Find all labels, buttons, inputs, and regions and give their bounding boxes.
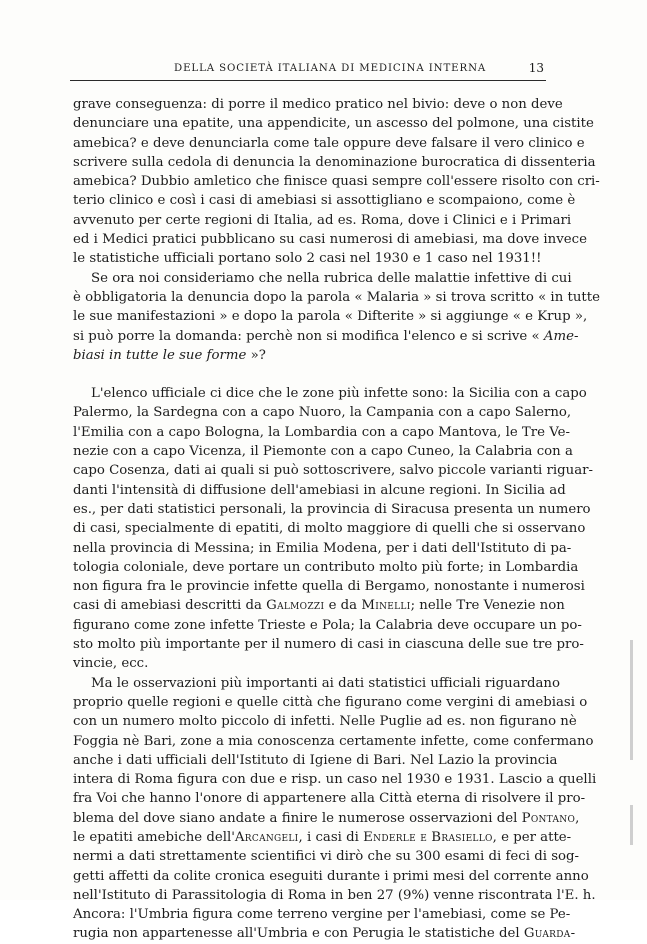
text-line: denunciare una epatite, una appendicite, un ascesso del polmone, una cistite [73, 116, 594, 132]
author-name: Minelli [361, 598, 411, 614]
text-line: nella provincia di Messina; in Emilia Modena, per i dati dell'Istituto di pa- [73, 540, 572, 556]
running-title: DELLA SOCIETÀ ITALIANA DI MEDICINA INTERNA [174, 63, 487, 74]
author-name: Pontano [521, 810, 576, 826]
line-text: »? [250, 347, 266, 363]
text-line [73, 346, 543, 365]
text-line: terio clinico e così i casi di amebiasi si assottigliano e scompaiono, come è [73, 193, 576, 209]
author-name: Guarda- [523, 926, 576, 942]
text-line: Palermo, la Sardegna con a capo Nuoro, la Campania con a capo Salerno, [73, 405, 572, 421]
text-line: nell'Istituto di Parassitologia di Roma in ben 27 (9%) venne riscontrata l'E. h. [73, 887, 596, 903]
text-line: danti l'intensità di diffusione dell'amebiasi in alcune regioni. In Sicilia ad [73, 482, 566, 498]
line-text: casi di amebiasi descritti da [73, 598, 262, 614]
text-line: L'elenco ufficiale ci dice che le zone più infette sono: la Sicilia con a capo [91, 386, 587, 402]
paragraph-2 [73, 269, 600, 365]
text-line: fra Voi che hanno l'onore di appartenere alla Città eterna di risolvere il pro- [73, 791, 586, 807]
text-line: amebica? Dubbio amletico che finisce quasi sempre coll'essere risolto con cri- [73, 174, 600, 190]
text-line: con un numero molto piccolo di infetti. Nelle Puglie ad es. non figurano nè [73, 714, 577, 730]
line-text: , [575, 810, 580, 826]
text-line [73, 828, 572, 847]
text-line [73, 327, 579, 346]
text-line: anche i dati ufficiali dell'Istituto di Igiene di Bari. Nel Lazio la provincia [73, 752, 558, 768]
author-name: Galmozzi [266, 598, 325, 614]
author-name: Brasiello [431, 829, 493, 845]
text-line: avvenuto per certe regioni di Italia, ad es. Roma, dove i Clinici e i Primari [73, 212, 572, 228]
scan-margin-mark [630, 805, 633, 845]
paragraph-1 [73, 95, 600, 269]
header-rule [70, 80, 546, 81]
text-line: sto molto più importante per il numero di casi in ciascuna delle sue tre pro- [73, 637, 584, 653]
text-line: nezie con a capo Vicenza, il Piemonte con a capo Cuneo, la Calabria con a [73, 444, 573, 460]
text-line: di casi, specialmente di epatiti, di molto maggiore di quelli che si osservano [73, 521, 586, 537]
text-line: Foggia nè Bari, zone a mia conoscenza certamente infette, come confermano [73, 733, 594, 749]
text-line [73, 596, 565, 615]
page-number: 13 [528, 61, 544, 75]
line-text: e da [328, 598, 358, 614]
running-head [70, 63, 546, 81]
text-line: es., per dati statistici personali, la provincia di Siracusa presenta un numero [73, 501, 591, 517]
line-text: rugia non appartenesse all'Umbria e con Perugia le statistiche del [73, 926, 520, 942]
text-line: proprio quelle regioni e quelle città che figurano come vergini di amebiasi o [73, 694, 588, 710]
body-text [73, 95, 600, 944]
text-line: ed i Medici pratici pubblicano su casi numerosi di amebiasi, ma dove invece [73, 232, 587, 248]
text-line: vincie, ecc. [73, 656, 149, 672]
scan-margin-mark [630, 640, 633, 760]
text-line: nermi a dati strettamente scientifici vi dirò che su 300 esami di feci di sog- [73, 849, 580, 865]
text-line [73, 924, 576, 943]
paragraph-4 [73, 674, 597, 944]
line-text: ; nelle Tre Venezie non [410, 598, 565, 614]
italic-text: Ame- [543, 328, 579, 344]
italic-text: biasi in tutte le sue forme [73, 347, 247, 363]
line-text: , i casi di [298, 829, 359, 845]
text-line [73, 809, 580, 828]
text-line: getti affetti da colite cronica eseguiti durante i primi mesi del corrente anno [73, 868, 589, 884]
text-line: le statistiche ufficiali portano solo 2 casi nel 1930 e 1 caso nel 1931!! [73, 251, 542, 267]
text-line: è obbligatoria la denuncia dopo la parola « Malaria » si trova scritto « in tutte [73, 289, 600, 305]
text-line: non figura fra le provincie infette quella di Bergamo, nonostante i numerosi [73, 579, 585, 595]
line-text: blema del dove siano andate a finire le numerose osservazioni del [73, 810, 518, 826]
text-line: capo Cosenza, dati ai quali si può sottoscrivere, salvo piccole varianti riguar- [73, 463, 594, 479]
text-line: amebica? e deve denunciarla come tale oppure deve falsare il vero clinico e [73, 135, 585, 151]
text-line: intera di Roma figura con due e risp. un caso nel 1930 e 1931. Lascio a quelli [73, 772, 597, 788]
paragraph-3 [73, 384, 594, 673]
line-text: e [420, 829, 428, 845]
text-line: grave conseguenza: di porre il medico pratico nel bivio: deve o non deve [73, 97, 563, 112]
line-text: , e per atte- [492, 829, 572, 845]
author-name: Enderle [363, 829, 416, 845]
text-line: Se ora noi consideriamo che nella rubrica delle malattie infettive di cui [91, 270, 572, 286]
text-line: Ma le osservazioni più importanti ai dati statistici ufficiali riguardano [91, 675, 560, 691]
text-line: figurano come zone infette Trieste e Pola; la Calabria deve occupare un po- [73, 617, 582, 633]
text-line: scrivere sulla cedola di denuncia la denominazione burocratica di dissenteria [73, 154, 596, 170]
line-text: le epatiti amebiche dell' [73, 829, 235, 845]
line-text: si può porre la domanda: perchè non si modifica l'elenco e si scrive « [73, 328, 540, 344]
author-name: Arcangeli [234, 829, 299, 845]
text-line: tologia coloniale, deve portare un contributo molto più forte; in Lombardia [73, 559, 579, 575]
text-line: Ancora: l'Umbria figura come terreno vergine per l'amebiasi, come se Pe- [73, 907, 571, 923]
text-line: le sue manifestazioni » e dopo la parola « Difterite » si aggiunge « e Krup », [73, 309, 588, 325]
text-line: l'Emilia con a capo Bologna, la Lombardia con a capo Mantova, le Tre Ve- [73, 424, 570, 440]
